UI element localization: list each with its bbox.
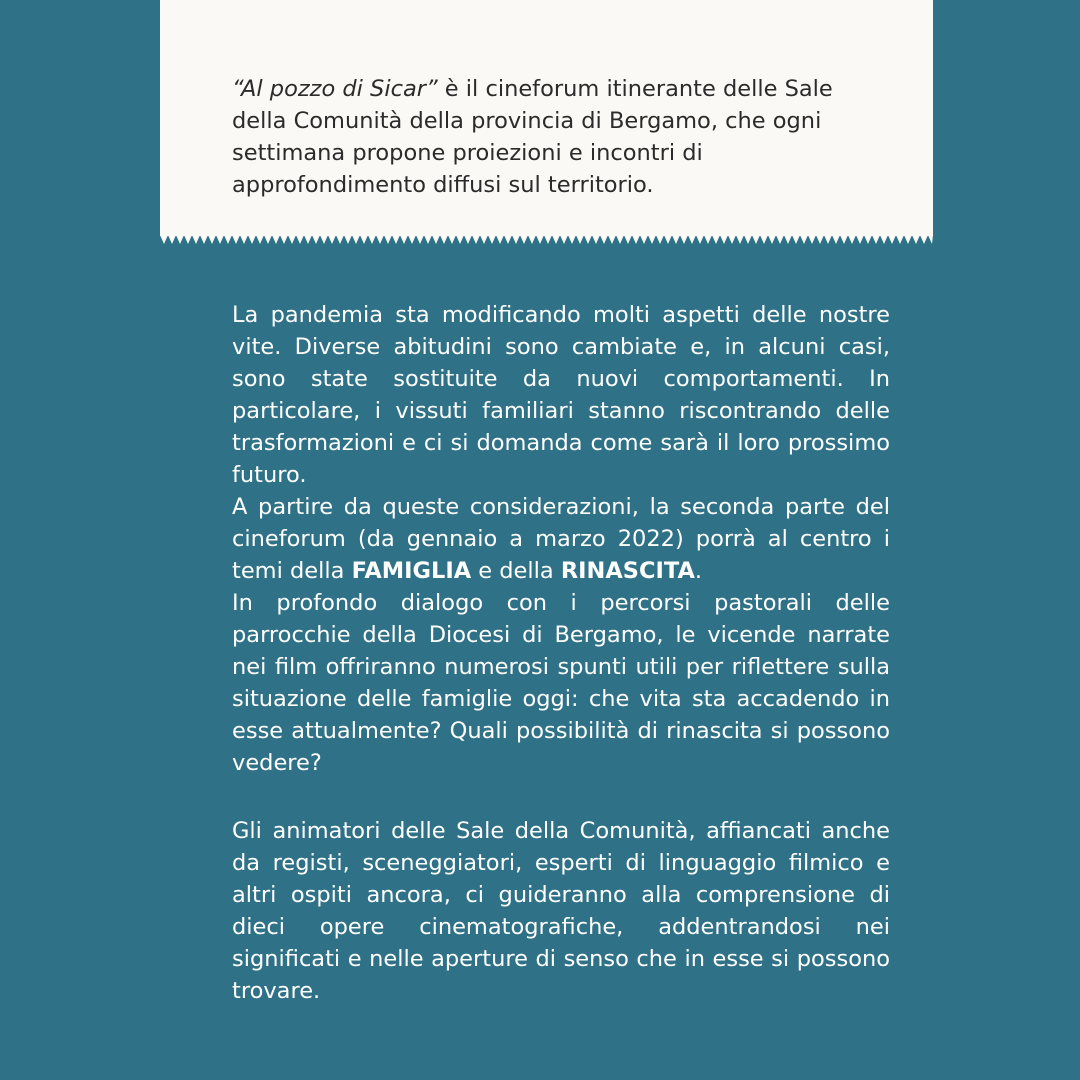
intro-text: è il cineforum itinerante delle Sale della Comunità della provincia di Bergamo, che ogni settimana propone proiezioni e incontri di approfondimento diffusi sul territorio. (232, 76, 833, 198)
intro-title: “Al pozzo di Sicar” (232, 76, 438, 102)
keyword-famiglia: FAMIGLIA (351, 558, 472, 584)
zigzag-edge (160, 235, 933, 247)
paragraph-pandemia: La pandemia sta modificando molti aspetti delle nostre vite. Diverse abitudini sono cambiate e, in alcuni casi, sono state sostituite da nuovi comportamenti. In particolare, i vissuti familiari stanno riscontrando delle trasformazioni e ci si domanda come sarà il loro prossimo futuro. (232, 302, 890, 488)
paragraph-considerazioni-mid: e della (471, 558, 561, 584)
keyword-rinascita: RINASCITA (560, 558, 695, 584)
zigzag-path (160, 235, 933, 244)
paragraph-dialogo: In profondo dialogo con i percorsi pastorali delle parrocchie della Diocesi di Bergamo, le vicende narrate nei film offriranno numerosi spunti utili per riflettere sulla situazione delle famiglie oggi: che vita sta accadendo in esse attualmente? Quali possibilità di rinascita si possono vedere? (232, 590, 890, 776)
paragraph-animatori: Gli animatori delle Sale della Comunità, affiancati anche da registi, sceneggiatori, esperti di linguaggio filmico e altri ospiti ancora, ci guideranno alla comprensione di dieci opere cinematografiche, addentrandosi nei significati e nelle aperture di senso che in esse si possono trovare. (232, 818, 890, 1004)
paragraph-considerazioni-end: . (694, 558, 703, 584)
intro-paragraph (232, 73, 892, 201)
paragraph-considerazioni (232, 491, 890, 587)
paragraph-considerazioni-start: A partire da queste considerazioni, la seconda parte del cineforum (da gennaio a marzo 2022) porrà al centro i temi della (232, 494, 890, 584)
